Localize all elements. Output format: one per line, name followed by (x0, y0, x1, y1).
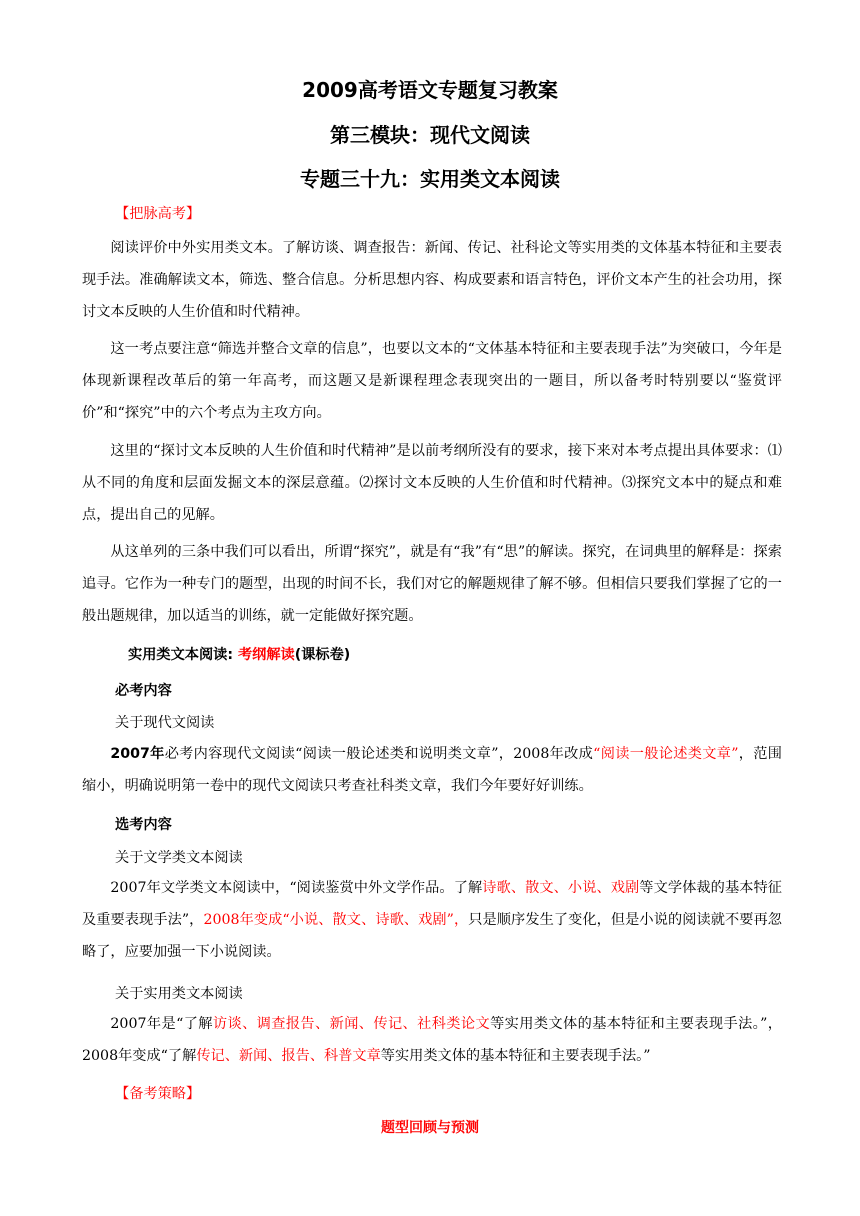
lit-text-2: 等文学体裁的基本特征及重要表现手法”， (82, 880, 782, 928)
paragraph-3: 这里的“探讨文本反映的人生价值和时代精神”是以前考纲所没有的要求，接下来对本考点提出具体要求：⑴从不同的角度和层面发掘文本的深层意蕴。⑵探讨文本反映的人生价值和时代精神。⑶探究文本中的疑点和难点，提出自己的见解。 (82, 443, 782, 523)
lit-red-1: 诗歌、散文、小说、戏剧 (482, 880, 640, 896)
paragraph-1: 阅读评价中外实用类文本。了解访谈、调查报告：新闻、传记、社科论文等实用类的文体基本特征和主要表现手法。准确解读文本，筛选、整合信息。分析思想内容、构成要素和语言特色，评价文本产生的社会功用，探讨文本反映的人生价值和时代精神。 (82, 240, 782, 320)
lit-red-2: 2008年变成“小说、散文、诗歌、戏剧”， (203, 912, 469, 928)
prac-red-2: 传记、新闻、报告、科普文章 (196, 1048, 381, 1064)
lit-text-3: 只是顺序发生了变化，但是小说的阅读就不要再忽略了，应要加强一下小说阅读。 (82, 912, 782, 960)
module-title: 第三模块：现代文阅读 (330, 123, 530, 147)
topic-title: 专题三十九：实用类文本阅读 (300, 167, 560, 191)
bikao-sub: 关于现代文阅读 (115, 715, 215, 731)
prac-red-1: 访谈、调查报告、新闻、传记、社科类论文 (212, 1016, 491, 1032)
bikao-text-1: 必考内容现代文阅读“阅读一般论述类和说明类文章”，2008年改成 (164, 746, 594, 762)
prac-text-3: 等实用类文体的基本特征和主要表现手法。” (380, 1048, 651, 1064)
main-title: 2009高考语文专题复习教案 (302, 78, 558, 102)
prac-text-2: 等实用类文体的基本特征和主要表现手法。”，2008年变成“了解 (82, 1016, 782, 1064)
paragraph-2: 这一考点要注意“筛选并整合文章的信息”，也要以文本的“文体基本特征和主要表现手法”为突破口，今年是体现新课程改革后的第一年高考，而这题又是新课程理念表现突出的一题目，所以备考时特别要以“鉴赏评价”和“探究”中的六个考点为主攻方向。 (82, 341, 782, 421)
bikao-paragraph (82, 738, 782, 802)
prac-text-1: 2007年是“了解 (110, 1016, 213, 1032)
xuankao-sub-2: 关于实用类文本阅读 (115, 986, 243, 1002)
kaogang-suffix: (课标卷) (294, 647, 351, 663)
paragraph-4: 从这单列的三条中我们可以看出，所谓“探究”，就是有“我”有“思”的解读。探究，在词典里的解释是：探索追寻。它作为一种专门的题型，出现的时间不长，我们对它的解题规律了解不够。但相信只要我们掌握了它的一般出题规律，加以适当的训练，就一定能做好探究题。 (82, 544, 782, 624)
literature-paragraph (82, 872, 782, 968)
bikao-red-1: “阅读一般论述类文章” (593, 746, 739, 762)
bikao-text-2: ，范围缩小，明确说明第一卷中的现代文阅读只考查社科类文章，我们今年要好好训练。 (82, 746, 782, 794)
lit-text-1: 2007年文学类文本阅读中，“阅读鉴赏中外文学作品。了解 (110, 880, 483, 896)
section-beikao: 【备考策略】 (115, 1086, 201, 1102)
bikao-year: 2007年 (110, 746, 165, 762)
kaogang-red: 考纲解读 (237, 647, 295, 663)
section-huigu: 题型回顾与预测 (381, 1120, 479, 1136)
kaogang-colon: : (227, 647, 234, 663)
section-bamai: 【把脉高考】 (115, 206, 201, 222)
xuankao-heading: 选考内容 (115, 817, 172, 833)
kaogang-heading (128, 644, 350, 664)
practical-paragraph (82, 1008, 782, 1072)
xuankao-sub-1: 关于文学类文本阅读 (115, 850, 243, 866)
kaogang-prefix: 实用类文本阅读 (128, 647, 228, 663)
bikao-heading: 必考内容 (115, 683, 172, 699)
